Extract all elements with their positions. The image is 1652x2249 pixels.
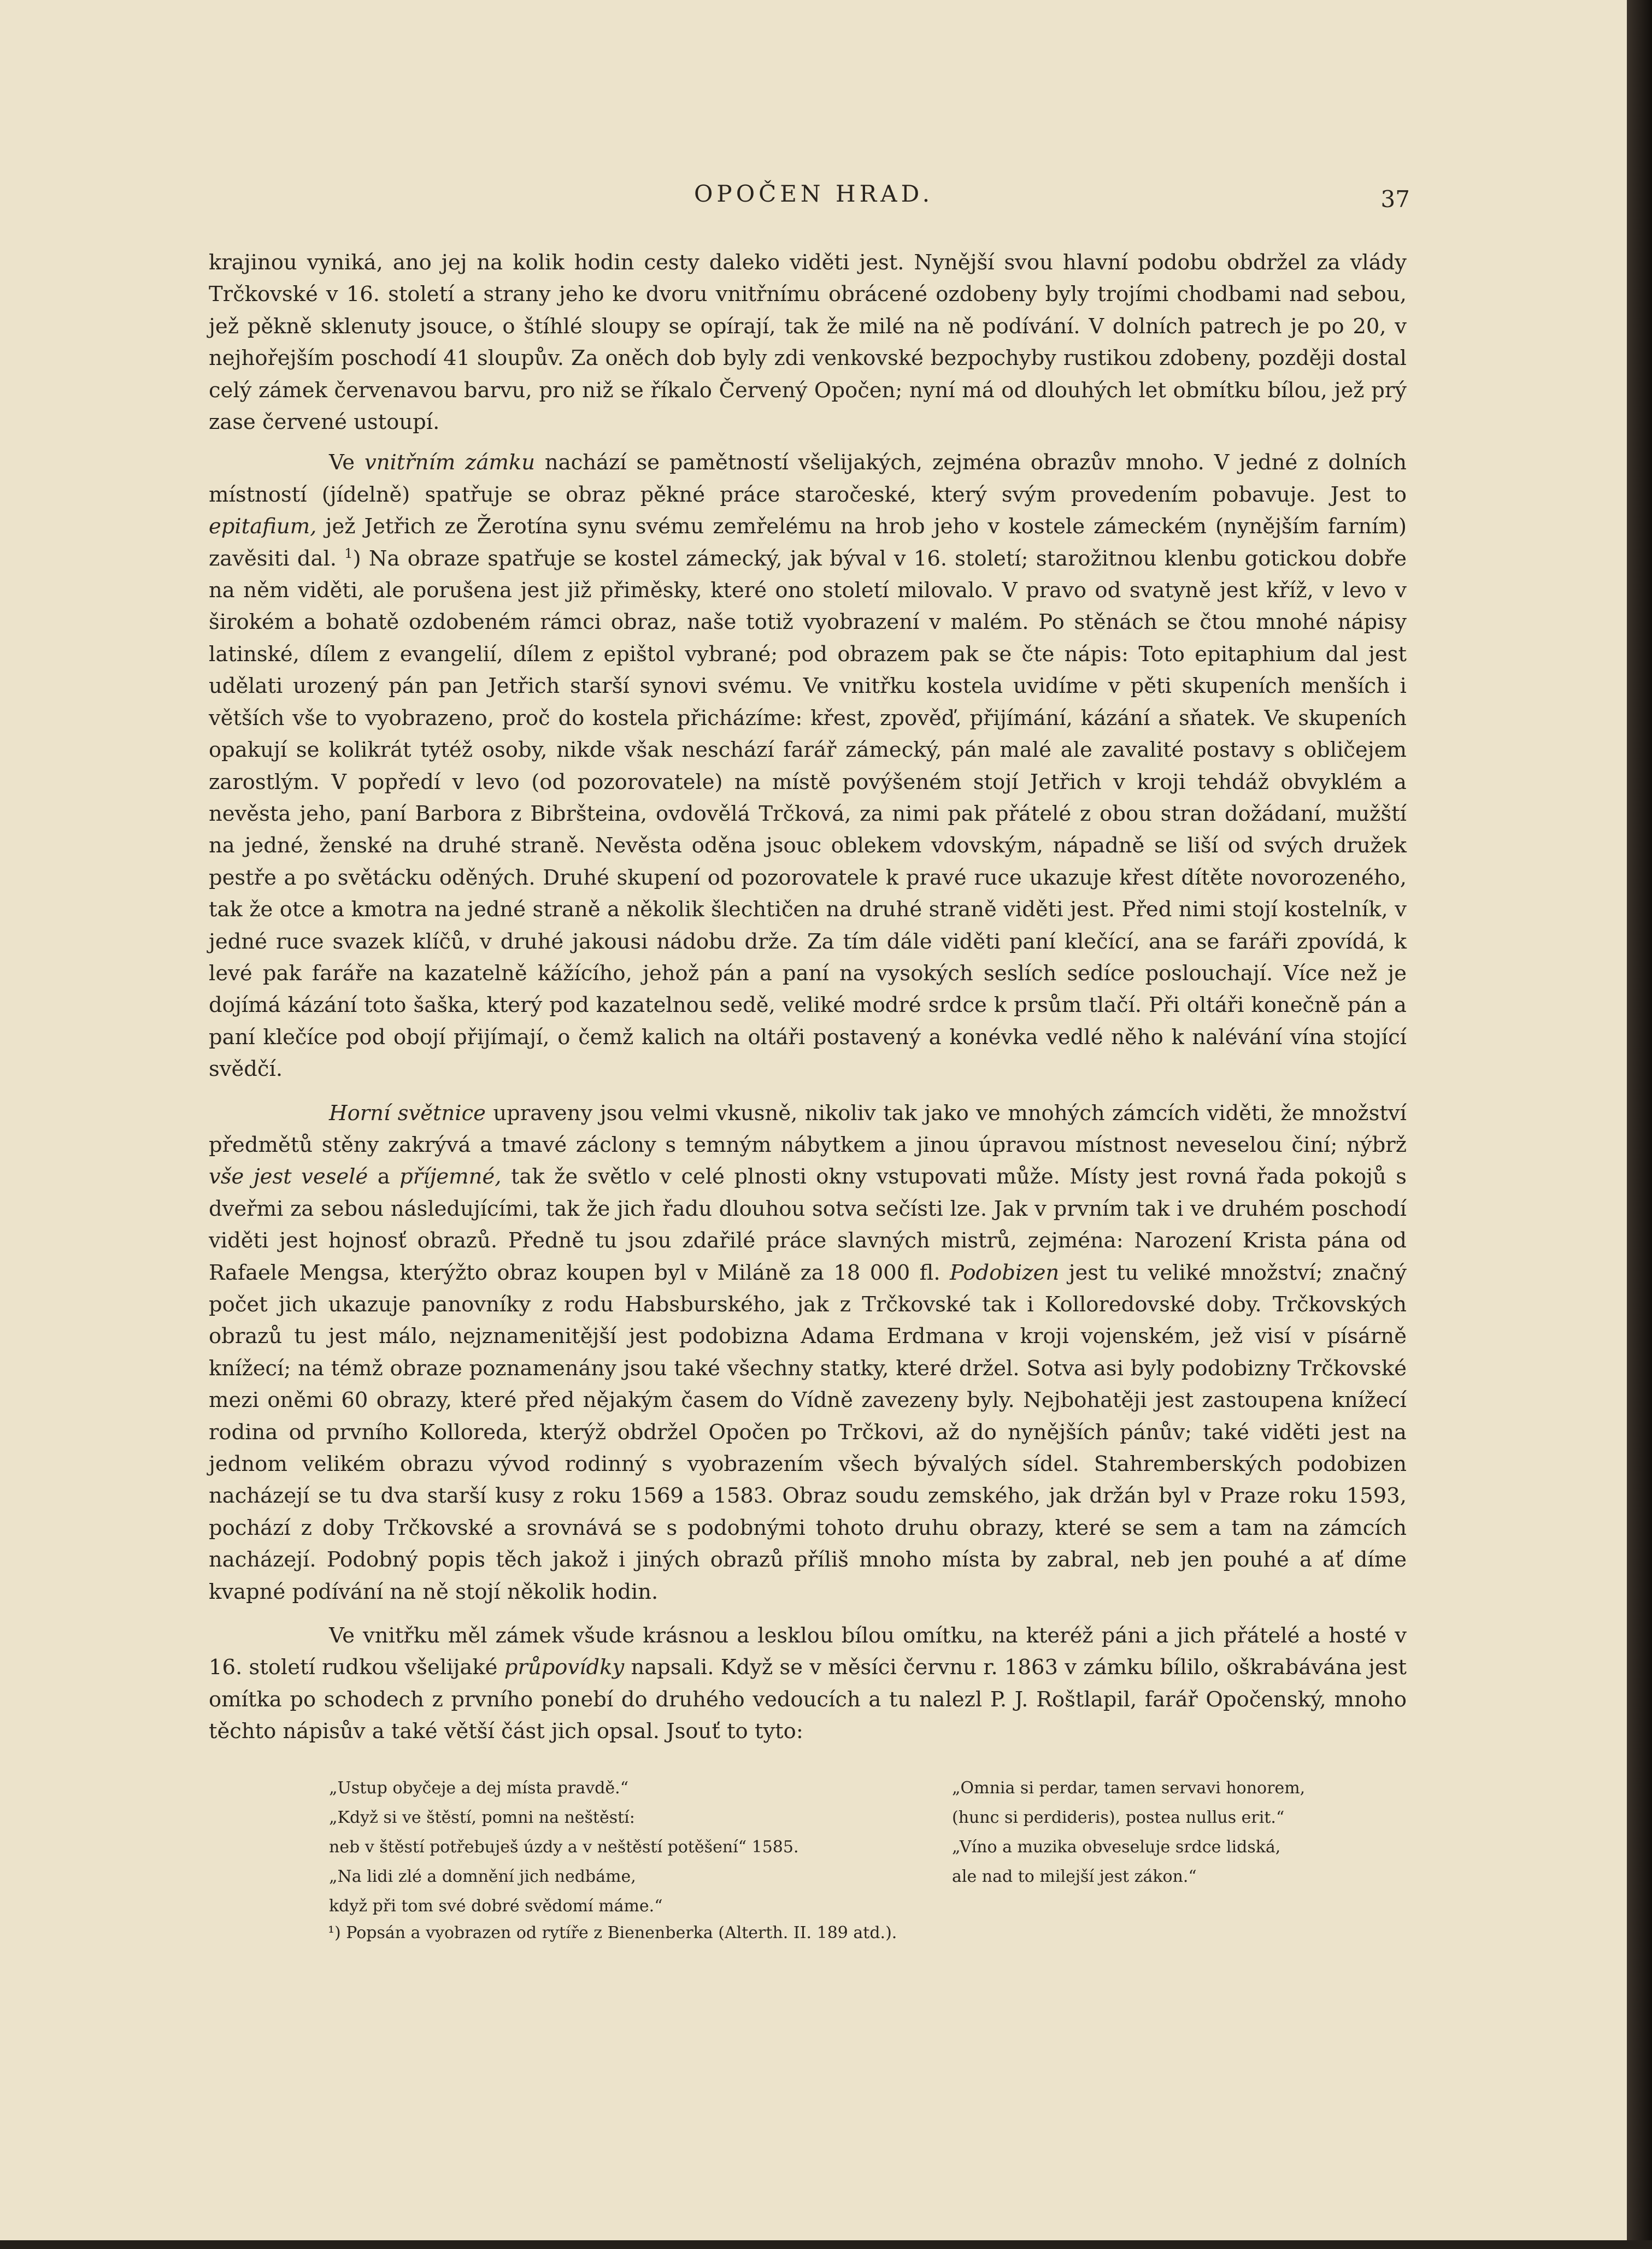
text-run: tak že světlo v celé plnosti okny vstupovati může. Místy jest rovná řada pokojů s dveřmi za sebou následujícími, tak že jich řadu dlouhou sotva sečísti lze. Jak v prvním tak i ve druhém poschodí viděti jest hojnosť obrazů. Předně tu jsou zdařilé práce slavných mistrů, zejména: Narození Krista pána od Rafaele Mengsa, kterýžto obraz koupen byl v Miláně za 18 000 fl.: [209, 1164, 1407, 1285]
text-run: ) Na obraze spatřuje se kostel zámecký, jak býval v 16. století; starožitnou klenbu gotickou dobře na něm viděti, ale porušena jest již přiměsky, které ono století milovalo. V pravo od svatyně jest kříž, v levo v širokém a bohatě ozdobeném rámci obraz, naše totiž vyobrazení v malém. Po stěnách se čtou mnohé nápisy latinské, dílem z evangelií, dílem z epištol vybrané; pod obrazem pak se čte nápis: Toto epitaphium dal jest udělati urozený pán pan Jetřich starší synovi svému. Ve vnitřku kostela uvidíme v pěti skupeních menších i větších vše to vyobrazeno, proč do kostela přicházíme: křest, zpověď, přijímání, kázání a sňatek. Ve skupeních opakují se kolikrát tytéž osoby, nikde však neschází farář zámecký, pán malé ale zavalité postavy s obličejem zarostlým. V popředí v levo (od pozorovatele) na místě povýšeném stojí Jetřich v kroji tehdáž obvyklém a nevěsta jeho, paní Barbora z Bibršteina, ovdovělá Trčková, za nimi pak přátelé z obou stran dožádaní, mužští na jedné, ženské na druhé straně. Nevěsta oděna jsouc oblekem vdovským, nápadně se liší od svých družek pestře a po světácku oděných. Druhé skupení od pozorovatele k pravé ruce ukazuje křest dítěte novorozeného, tak že otce a kmotra na jedné straně a několik šlechtičen na druhé straně viděti jest. Před nimi stojí kostelník, v jedné ruce svazek klíčů, v druhé jakousi nádobu drže. Za tím dále viděti paní klečící, ana se faráři zpovídá, k levé pak faráře na kazatelně kážícího, jehož pán a paní na vysokých seslích sedíce poslouchají. Více než je dojímá kázání toto šaška, který pod kazatelnou sedě, veliké modré srdce k prsům tlačí. Při oltáři konečně pán a paní klečíce pod obojí přijímají, o čemž kalich na oltáři postavený a konévka vedlé něho k nalévání vína stojící svědčí.: [209, 546, 1407, 1082]
text-run: upraveny jsou velmi vkusně, nikoliv tak jako ve mnohých zámcích viděti, že množství předmětů stěny zakrývá a tmavé záclony s temným nábytkem a jinou úpravou místnost neveselou činí; nýbrž: [209, 1100, 1407, 1157]
page-header: [208, 175, 1410, 219]
italic-run: Podobizen: [950, 1260, 1060, 1285]
inscription-line: „Víno a muzika obveseluje srdce lidská,: [952, 1838, 1281, 1857]
inscription-line: „Ustup obyčeje a dej místa pravdě.“: [329, 1779, 629, 1798]
inscription-line: ale nad to milejší jest zákon.“: [952, 1867, 1197, 1886]
body-text: [209, 247, 1407, 1748]
text-run: Ve vnitřku měl zámek všude krásnou a lesklou bílou omítku, na kteréž páni a jich přátelé a hosté v 16. století rudkou všelijaké: [209, 1623, 1407, 1680]
italic-run: průpovídky: [504, 1655, 625, 1680]
italic-run: epitafium,: [209, 514, 317, 539]
inscription-line: „Omnia si perdar, tamen servavi honorem,: [952, 1779, 1306, 1798]
inscription-line: „Když si ve štěstí, pomni na neštěstí:: [329, 1808, 635, 1827]
text-run: Ve: [329, 450, 365, 475]
page-edge-right: [1627, 0, 1652, 2249]
paragraph-4: [209, 1620, 1407, 1748]
running-head: OPOČEN HRAD.: [694, 180, 934, 207]
inscription-line: (hunc si perdideris), postea nullus erit.“: [952, 1808, 1285, 1827]
text-run: napsali. Když se v měsíci červnu r. 1863 v zámku bílilo, oškrabávána jest omítka po schodech z prvního ponebí do druhého vedoucích a tu nalezl P. J. Roštlapil, farář Opočenský, mnoho těchto nápisův a také větší část jich opsal. Jsouť to tyto:: [209, 1655, 1407, 1744]
inscriptions-right: [952, 1774, 1444, 1892]
paragraph-2: [209, 447, 1407, 1085]
text-run: jest tu veliké množství; značný počet jich ukazuje panovníky z rodu Habsburského, jak z Trčkovské tak i Kolloredovské doby. Trčkovských obrazů tu jest málo, nejznamenitější jest podobizna Adama Erdmana v kroji vojenském, jež visí v písárně knížecí; na témž obraze poznamenány jsou také všechny statky, které držel. Sotva asi byly podobizny Trčkovské mezi oněmi 60 obrazy, které před nějakým časem do Vídně zavezeny byly. Nejbohatěji jest zastoupena knížecí rodina od prvního Kolloreda, kterýž obdržel Opočen po Trčkovi, až do nynějších pánův; také viděti jest na jednom velikém obrazu vývod rodinný s vyobrazením všech bývalých sídel. Stahremberských podobizen nacházejí se tu dva starší kusy z roku 1569 a 1583. Obraz soudu zemského, jak držán byl v Praze roku 1593, pochází z doby Trčkovské a srovnává se s podobnými tohoto druhu obrazy, které se sem a tam na zámcích nacházejí. Podobný popis těch jakož i jiných obrazů příliš mnoho místa by zabral, neb jen pouhé a ať díme kvapné podívání na ně stojí několik hodin.: [209, 1260, 1407, 1604]
inscriptions-left: [329, 1774, 821, 1921]
footnote: ¹) Popsán a vyobrazen od rytíře z Bienenberka (Alterth. II. 189 atd.).: [328, 1923, 897, 1942]
page-edge-bottom: [0, 2240, 1652, 2249]
italic-run: vše jest veselé: [209, 1164, 368, 1190]
italic-run: vnitřním zámku: [364, 450, 536, 475]
text-run: nachází se pamětností všelijakých, zejména obrazův mnoho. V jedné z dolních místností (jídelně) spatřuje se obraz pěkné práce staročeské, který svým provedením pobavuje. Jest to: [209, 450, 1407, 507]
text-run: jež Jetřich ze Žerotína synu svému zemřelému na hrob jeho v kostele zámeckém (nynějším farním) zavěsiti dal.: [209, 514, 1407, 571]
paragraph-3: [209, 1098, 1407, 1609]
inscription-line: „Na lidi zlé a domnění jich nedbáme,: [329, 1867, 636, 1886]
paragraph-1: [209, 247, 1407, 438]
inscription-line: neb v štěstí potřebuješ úzdy a v neštěstí potěšení“ 1585.: [329, 1838, 799, 1857]
text-run: krajinou vyniká, ano jej na kolik hodin cesty daleko viděti jest. Nynější svou hlavní podobu obdržel za vlády Trčkovské v 16. století a strany jeho ke dvoru vnitřnímu obrácené ozdobeny byly trojími chodbami nad sebou, jež pěkně sklenuty jsouce, o štíhlé sloupy se opírají, tak že milé na ně podívání. V dolních patrech je po 20, v nejhořejším poschodí 41 sloupův. Za oněch dob byly zdi venkovské bezpochyby rustikou zdobeny, později dostal celý zámek červenavou barvu, pro niž se říkalo Červený Opočen; nyní má od dlouhých let obmítku bílou, jež prý zase červené ustoupí.: [209, 250, 1407, 435]
text-run: a: [368, 1164, 400, 1190]
italic-run: příjemné,: [399, 1164, 502, 1190]
footnote-marker: 1: [344, 545, 353, 561]
inscription-line: když při tom své dobré svědomí máme.“: [329, 1897, 663, 1916]
italic-run: Horní světnice: [329, 1100, 486, 1126]
page-number: 37: [1380, 186, 1410, 213]
